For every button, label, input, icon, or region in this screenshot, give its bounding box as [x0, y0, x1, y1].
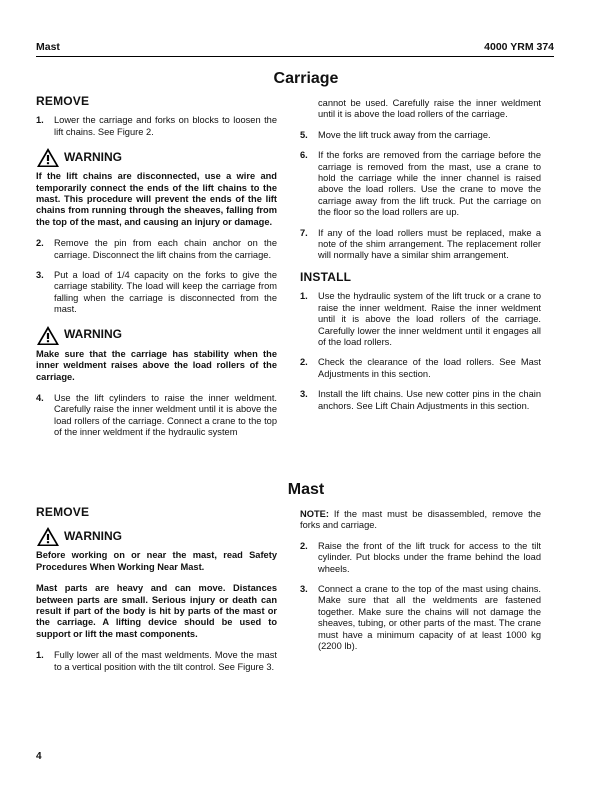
note-text: If the mast must be disassembled, remove the forks and carriage. — [300, 509, 541, 531]
mast-note — [300, 509, 541, 532]
step-text: Connect a crane to the top of the mast using chains. Make sure that all the weldments are fastened together. Make sure the chains will not damage the sheaves, tubing, or other parts of the mast. The crane must have a minimum capacity of at least 1000 kg (2200 lb). — [318, 584, 541, 652]
mast-warning-heading — [36, 526, 277, 547]
warning-heading-1 — [36, 147, 277, 168]
carriage-install-step-1 — [300, 291, 541, 348]
warning-label: WARNING — [64, 327, 122, 342]
step-text: Use the lift cylinders to raise the inner weldment. Carefully raise the inner weldment until it is above the load rollers of the carriage. Connect a crane to the top of the inner weldment if the hydraulic system — [54, 392, 277, 438]
step-number: 2. — [300, 357, 308, 368]
step-text: Remove the pin from each chain anchor on the carriage. Disconnect the lift chains from the carriage. — [54, 238, 277, 260]
warning-label: WARNING — [64, 150, 122, 165]
step-text: Lower the carriage and forks on blocks to loosen the lift chains. See Figure 2. — [54, 115, 277, 137]
mast-remove-step-2 — [300, 541, 541, 575]
header-rule — [36, 56, 554, 57]
step-number: 7. — [300, 227, 308, 238]
warning-heading-2 — [36, 325, 277, 346]
step-number: 3. — [300, 584, 308, 595]
carriage-remove-step-5 — [300, 130, 541, 141]
step-text: Raise the front of the lift truck for access to the tilt cylinder. Put blocks under the frame behind the load wheels. — [318, 540, 541, 574]
warning-triangle-icon — [36, 147, 60, 168]
step-text: Move the lift truck away from the carriage. — [318, 129, 491, 140]
carriage-install-step-3 — [300, 389, 541, 412]
mast-warning-text-1: Before working on or near the mast, read Safety Procedures When Working Near Mast. — [36, 550, 277, 572]
step-number: 5. — [300, 129, 308, 140]
mast-left-column — [36, 507, 277, 682]
carriage-remove-step-2 — [36, 238, 277, 261]
mast-title: Mast — [287, 481, 325, 498]
warning-triangle-icon — [36, 526, 60, 547]
carriage-remove-step-1 — [36, 115, 277, 138]
carriage-remove-step-3 — [36, 270, 277, 316]
carriage-remove-step-4-continued: cannot be used. Carefully raise the inner weldment until it is above the load rollers of the carriage. — [318, 98, 541, 120]
carriage-title: Carriage — [273, 70, 339, 87]
mast-remove-step-1 — [36, 650, 277, 673]
carriage-remove-step-4 — [36, 393, 277, 439]
warning-label: WARNING — [64, 529, 122, 544]
step-number: 3. — [36, 270, 44, 281]
carriage-install-step-2 — [300, 357, 541, 380]
step-number: 3. — [300, 389, 308, 400]
note-label: NOTE: — [300, 509, 329, 519]
warning-text-1: If the lift chains are disconnected, use a wire and temporarily connect the ends of the lift chains to the mast. This procedure will prevent the ends of the lift chains from running through the sheaves, falling from the top of the mast, and causing an injury or damage. — [36, 171, 277, 227]
warning-text-2: Make sure that the carriage has stability when the inner weldment raises above the load rollers of the carriage. — [36, 348, 277, 382]
carriage-install-heading: INSTALL — [300, 269, 352, 284]
carriage-left-column — [36, 96, 277, 448]
step-number: 6. — [300, 150, 308, 161]
carriage-remove-step-6 — [300, 150, 541, 218]
step-text: Install the lift chains. Use new cotter pins in the chain anchors. See Lift Chain Adjustments in this section. — [318, 389, 541, 411]
carriage-remove-heading: REMOVE — [36, 94, 90, 108]
carriage-remove-step-7 — [300, 228, 541, 262]
step-number: 1. — [36, 115, 44, 126]
mast-right-column — [300, 509, 541, 661]
page-number: 4 — [36, 751, 42, 762]
step-number: 1. — [300, 291, 308, 302]
step-text: Put a load of 1/4 capacity on the forks to give the carriage stability. The load will keep the carriage from falling when the carriage is disconnected from the mast. — [54, 270, 277, 315]
step-text: Use the hydraulic system of the lift truck or a crane to raise the inner weldment. Raise the inner weldment until it is above the load rollers of the carriage. Carefully lower the inner weldment until it engages all of the load rollers. — [318, 291, 541, 347]
mast-remove-heading: REMOVE — [36, 505, 90, 519]
mast-warning-text-2: Mast parts are heavy and can move. Distances between parts are small. Serious injury or death can result if part of the body is hit by parts of the mast or the carriage. A lifting device should be used to support or lift the mast components. — [36, 583, 277, 639]
step-number: 2. — [36, 238, 44, 249]
step-text: If any of the load rollers must be replaced, make a note of the shim arrangement. The replacement roller will normally have a similar shim arrangement. — [318, 227, 541, 261]
header-section-name: Mast — [36, 41, 60, 53]
carriage-right-column — [300, 98, 541, 421]
warning-triangle-icon — [36, 325, 60, 346]
header-document-code: 4000 YRM 374 — [484, 41, 554, 53]
step-number: 1. — [36, 650, 44, 661]
mast-remove-step-3 — [300, 584, 541, 652]
step-text: Check the clearance of the load rollers. See Mast Adjustments in this section. — [318, 357, 541, 379]
step-text: If the forks are removed from the carriage before the carriage is removed from the mast, use a crane to hold the carriage while the inner channel is raised above the load rollers. Use the crane to move the carriage away from the lift truck. Put the carriage on the floor so the load rollers are up. — [318, 150, 541, 218]
step-text: Fully lower all of the mast weldments. Move the mast to a vertical position with the tilt control. See Figure 3. — [54, 650, 277, 672]
step-number: 2. — [300, 540, 308, 551]
step-number: 4. — [36, 392, 44, 403]
